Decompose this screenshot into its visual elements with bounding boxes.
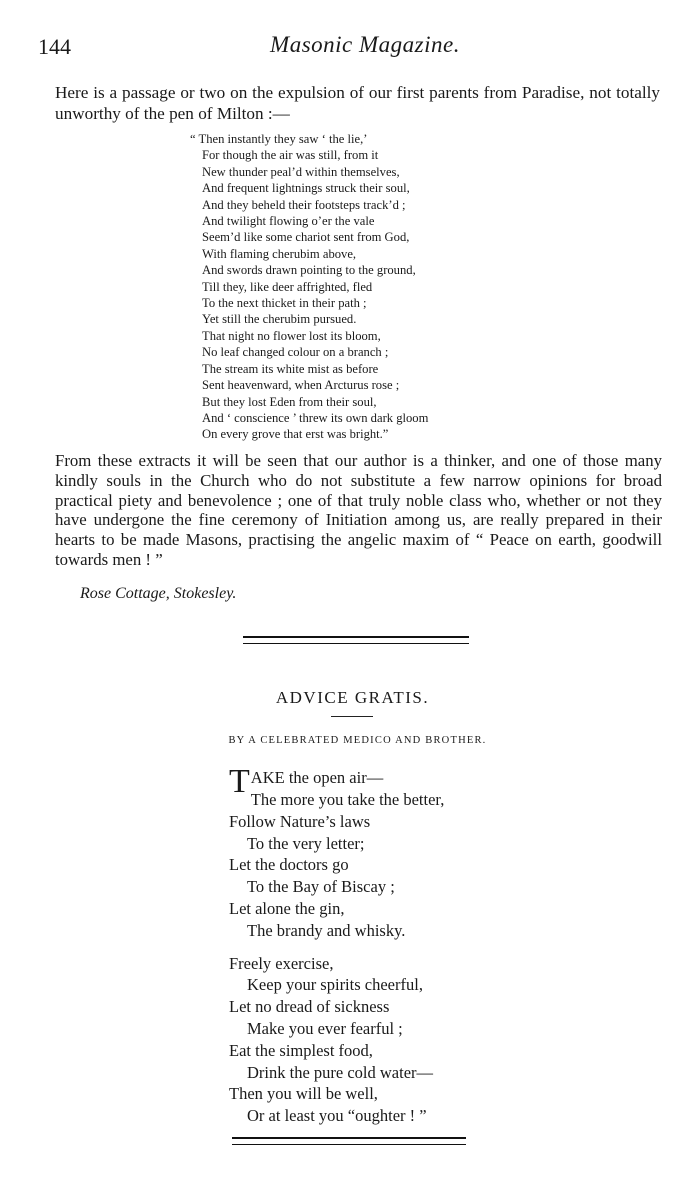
- poem-line: Drink the pure cold water—: [247, 1062, 434, 1082]
- poem-line: Till they, like deer affrighted, fled: [202, 279, 373, 294]
- poem-line: With flaming cherubim above,: [202, 246, 357, 261]
- poem-line: To the very letter;: [247, 833, 365, 853]
- poem-line: Seem’d like some chariot sent from God,: [202, 230, 410, 245]
- poem-line: Let no dread of sickness: [229, 997, 390, 1017]
- intro-paragraph: Here is a passage or two on the expulsion of our first parents from Paradise, not totally unworthy of the pen of Milton :—: [55, 83, 660, 123]
- drop-cap: T: [229, 763, 250, 800]
- stanza-2: [229, 953, 441, 1127]
- poem-line: On every grove that erst was bright.”: [202, 427, 389, 442]
- poem-line: And swords drawn pointing to the ground,: [202, 263, 416, 278]
- poem-byline: BY A CELEBRATED MEDICO AND BROTHER.: [228, 735, 487, 746]
- poem-line: Yet still the cherubim pursued.: [202, 312, 357, 327]
- running-title: Masonic Magazine.: [270, 32, 460, 57]
- poem-line: But they lost Eden from their soul,: [202, 394, 377, 409]
- poem-line: “ Then instantly they saw ‘ the lie,’: [190, 132, 368, 146]
- first-line-text: AKE the open air—: [250, 768, 384, 787]
- poem-line: Make you ever fearful ;: [247, 1018, 403, 1038]
- milton-poem: [190, 131, 428, 443]
- poem-line: For though the air was still, from it: [202, 148, 379, 163]
- poem-line: To the Bay of Biscay ;: [247, 877, 395, 897]
- poem-line: That night no flower lost its bloom,: [202, 328, 381, 343]
- end-divider: [232, 1137, 466, 1145]
- conclusion-paragraph: From these extracts it will be seen that our author is a thinker, and one of those many kindly souls in the Church who do not substitute a few narrow opinions for broad practical piety and benevolence ; one of that truly noble class who, whether or not they have undergone the fine ceremony of Initiation among us, are really prepared in their hearts to be made Masons, practising the angelic maxim of “ Peace on earth, goodwill towards men ! ”: [55, 451, 662, 569]
- poem-line: The brandy and whisky.: [247, 920, 406, 940]
- poem-line: Let alone the gin,: [229, 898, 345, 918]
- poem-line: And twilight flowing o’er the vale: [202, 214, 375, 229]
- poem-line: And they beheld their footsteps track’d ;: [202, 197, 406, 212]
- advice-poem: [229, 763, 445, 1127]
- poem-title: ADVICE GRATIS.: [275, 688, 430, 707]
- poem-line: And ‘ conscience ’ threw its own dark gloom: [202, 410, 429, 425]
- poem-line: The stream its white mist as before: [202, 361, 379, 376]
- poem-line: Then you will be well,: [229, 1084, 378, 1104]
- section-divider: [243, 636, 469, 644]
- poem-line: Keep your spirits cheerful,: [247, 975, 423, 995]
- poem-line: Freely exercise,: [229, 953, 334, 973]
- page-number: 144: [38, 34, 71, 59]
- stanza-1: [229, 763, 445, 942]
- poem-line: Eat the simplest food,: [229, 1040, 373, 1060]
- poem-line: Sent heavenward, when Arcturus rose ;: [202, 378, 400, 393]
- stanza-gap: [229, 942, 441, 953]
- signature: Rose Cottage, Stokesley.: [80, 585, 237, 602]
- poem-line: And frequent lightnings struck their soul,: [202, 181, 410, 196]
- poem-line: No leaf changed colour on a branch ;: [202, 345, 389, 360]
- poem-line: To the next thicket in their path ;: [202, 296, 367, 311]
- poem-line: New thunder peal’d within themselves,: [202, 164, 400, 179]
- poem-line: The more you take the better,: [250, 790, 445, 809]
- title-rule: [331, 716, 373, 717]
- poem-line: Follow Nature’s laws: [229, 811, 371, 831]
- poem-line: Or at least you “oughter ! ”: [247, 1106, 427, 1126]
- poem-line: Let the doctors go: [229, 855, 349, 875]
